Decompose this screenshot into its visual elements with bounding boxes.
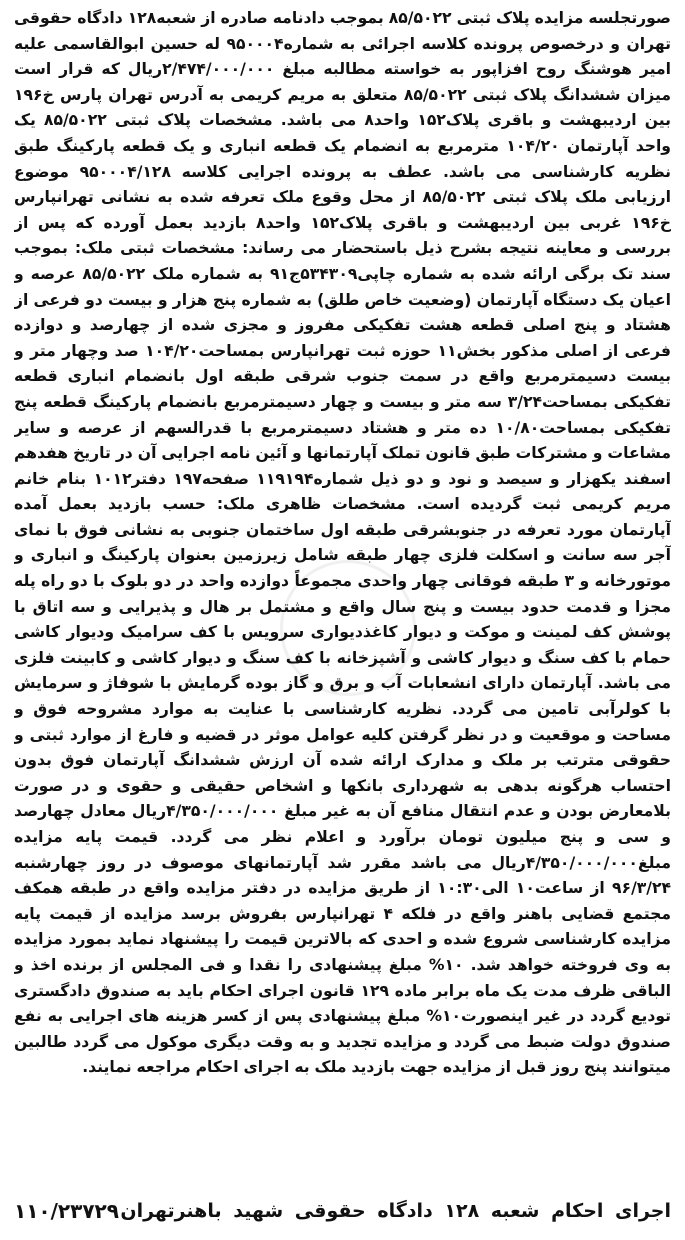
footer-court-name: اجرای احکام شعبه ۱۲۸ دادگاه حقوقی شهید باهنرتهران [120, 1200, 671, 1222]
footer-reference-number: ۱۱۰/۲۳۷۲۹ [14, 1199, 119, 1223]
notice-body-text: صورتجلسه مزایده پلاک ثبتی ۸۵/۵۰۲۲ بموجب دادنامه صادره از شعبه۱۲۸ دادگاه حقوقی تهران و درخصوص پرونده کلاسه اجرائی به شماره۹۵۰۰۰۴ له حسین ابوالقاسمی علیه امیر هوشنگ روح افزاپور به خواسته مطالبه مبلغ ۲/۴۷۴/۰۰۰/۰۰۰ریال که قرار است میزان ششدانگ پلاک ثبتی ۸۵/۵۰۲۲ متعلق به مریم کریمی به آدرس تهران پارس خ۱۹۶ بین اردیبهشت و باقری پلاک۱۵۲ واحد۸ می باشد. مشخصات پلاک ثبتی ۸۵/۵۰۲۲ یک واحد آپارتمان ۱۰۴/۲۰ مترمربع به انضمام یک قطعه انباری و یک قطعه پارکینگ طبق نظریه کارشناسی می باشد. عطف به پرونده اجرایی کلاسه ۹۵۰۰۰۴/۱۲۸ موضوع ارزیابی ملک پلاک ثبتی ۸۵/۵۰۲۲ از محل وقوع ملک تعرفه شده به نشانی تهرانپارس خ۱۹۶ غربی بین اردیبهشت و باقری پلاک۱۵۲ واحد۸ بازدید بعمل آورده که پس از بررسی و معاینه نتیجه بشرح ذیل باستحضار می رساند: مشخصات ثبتی ملک: بموجب سند تک برگی ارائه شده به شماره چاپی۵۳۴۳۰۹ج۹۱ به شماره ملک ۸۵/۵۰۲۲ عرصه و اعیان یک دستگاه آپارتمان (وضعیت خاص طلق) به شماره پنج هزار و بیست دو فرعی از هشتاد و پنج اصلی قطعه هشت تفکیکی مفروز و مجزی شده از چهارصد و دوازده فرعی از اصلی مذکور بخش۱۱ حوزه ثبت تهرانپارس بمساحت۱۰۴/۲۰ صد وچهار متر و بیست دسیمترمربع واقع در سمت جنوب شرقی طبقه اول بانضمام انباری قطعه تفکیکی بمساحت۳/۲۴ سه متر و بیست و چهار دسیمترمربع بانضمام پارکینگ قطعه پنج تفکیکی بمساحت۱۰/۸۰ ده متر و هشتاد دسیمترمربع با قدرالسهم از عرصه و سایر مشاعات و مشترکات طبق قانون تملک آپارتمانها و آئین نامه اجرایی آن در تاریخ هفدهم اسفند یکهزار و سیصد و نود و دو ذیل شماره۱۱۹۱۹۴ صفحه۱۹۷ دفتر۱۰۱۲ بنام خانم مریم کریمی ثبت گردیده است. مشخصات ظاهری ملک: حسب بازدید بعمل آمده آپارتمان مورد تعرفه در جنوبشرقی طبقه اول ساختمان جنوبی به نشانی فوق با نمای آجر سه سانت و اسکلت فلزی چهار طبقه شامل زیرزمین بعنوان پارکینگ و انباری و موتورخانه و ۳ طبقه فوقانی چهار واحدی مجموعاً دوازده واحد در دو بلوک با دو راه پله مجزا و قدمت حدود بیست و پنج سال واقع و مشتمل بر هال و پذیرایی و سه اتاق با پوشش کف لمینت و موکت و دیوار کاغذدیواری سرویس با کف سرامیک ودیوار کاشی حمام با کف سنگ و دیوار کاشی و آشپزخانه با کف سنگ و دیوار کاشی و کابینت فلزی می باشد. آپارتمان دارای انشعابات آب و برق و گاز بوده گرمایش با شوفاژ و سرمایش با کولرآبی تامین می گردد. نظریه کارشناسی با عنایت به موارد مشروحه فوق و مساحت و موقعیت و در نظر گرفتن کلیه عوامل موثر در قضیه و فارغ از موارد ثبتی و حقوقی مترتب بر ملک و مدارک ارائه شده آن ارزش ششدانگ آپارتمان فوق بدون احتساب هرگونه بدهی به شهرداری بانکها و اشخاص حقیقی و حقوی و در صورت بلامعارض بودن و عدم انتقال منافع آن به غیر مبلغ ۴/۳۵۰/۰۰۰/۰۰۰ریال معادل چهارصد و سی و پنج میلیون تومان برآورد و اعلام نظر می گردد. قیمت پایه مزایده مبلغ۴/۳۵۰/۰۰۰/۰۰۰ریال می باشد مقرر شد آپارتمانهای موصوف در روز چهارشنبه ۹۶/۳/۲۴ از ساعت۱۰ الی۱۰:۳۰ از طریق مزایده در دفتر مزایده واقع در طبقه همکف مجتمع قضایی باهنر واقع در فلکه ۴ تهرانپارس بفروش برسد مزایده از قیمت پایه مزایده کارشناسی شروع شده و احدی که بالاترین قیمت را پیشنهاد نماید بمورد مزایده به وی فروخته خواهد شد. ۱۰% مبلغ پیشنهادی را نقدا و فی المجلس از برنده اخذ و الباقی ظرف مدت یک ماه برابر ماده ۱۲۹ قانون اجرای احکام باید به صندوق دادگستری تودیع گردد در غیر اینصورت۱۰% مبلغ پیشنهادی پس از کسر هزینه های اجرایی به نفع صندوق دولت ضبط می گردد و مزایده تجدید و به وقت دیگری موکول می گردد طالبین میتوانند پنج روز قبل از مزایده جهت بازدید ملک به اجرای احکام مراجعه نمایند. [14, 9, 671, 1077]
notice-footer [14, 1192, 671, 1230]
